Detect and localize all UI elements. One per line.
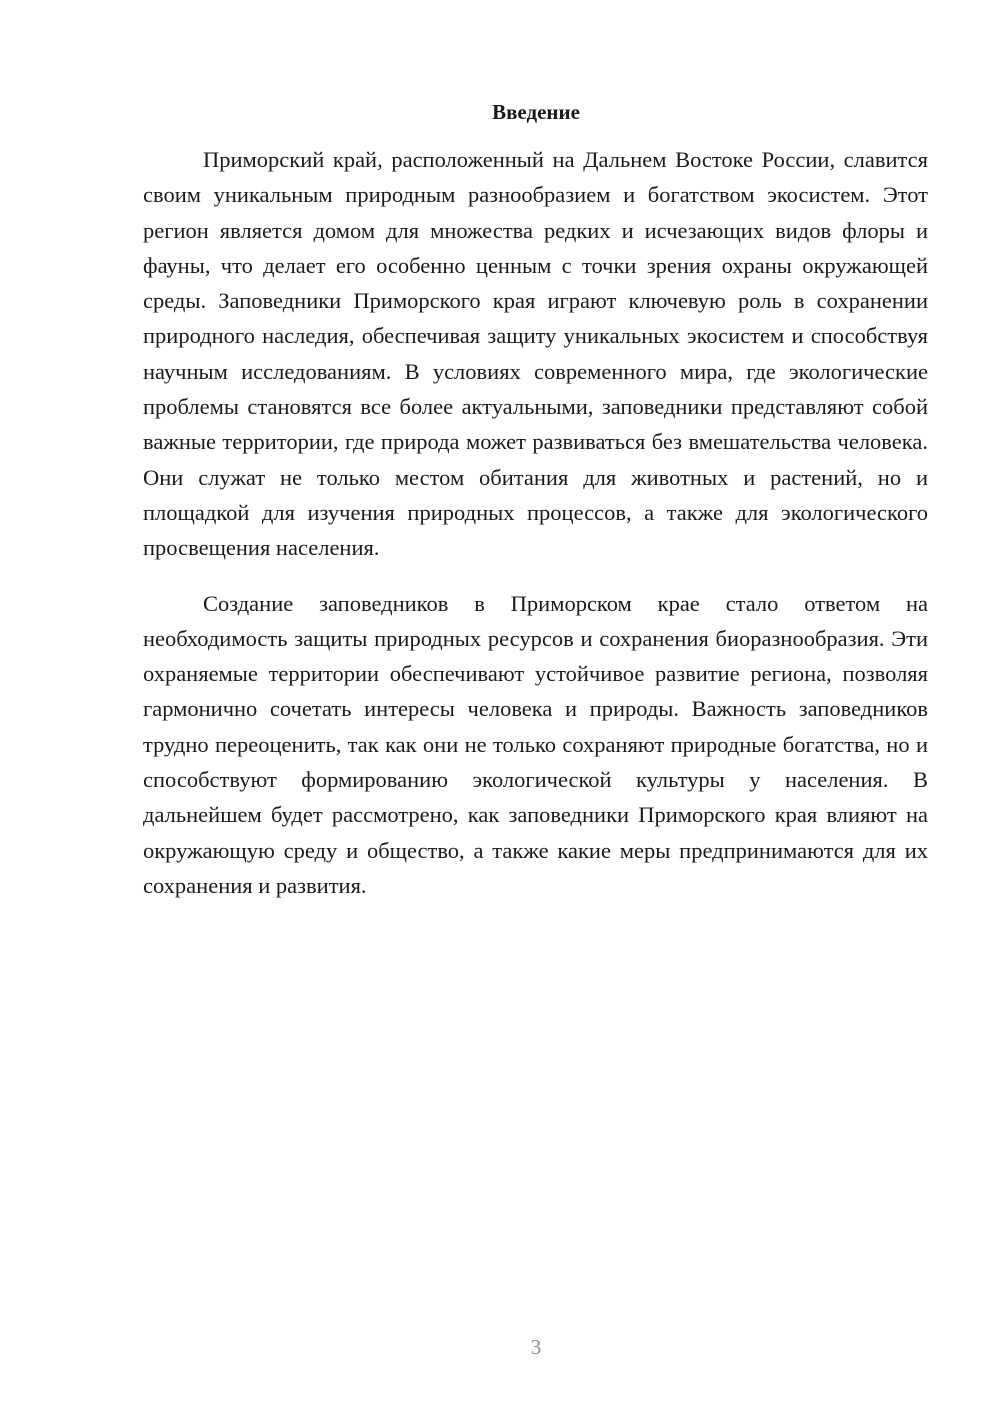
paragraph-1: Приморский край, расположенный на Дальнем Востоке России, славится своим уникальным природным разнообразием и богатством экосистем. Этот регион является домом для множества редких и исчезающих видов флоры и фауны, что делает его особенно ценным с точки зрения охраны окружающей среды. Заповедники Приморского края играют ключевую роль в сохранении природного наследия, обеспечивая защиту уникальных экосистем и способствуя научным исследованиям. В условиях современного мира, где экологические проблемы становятся все более актуальными, заповедники представляют собой важные территории, где природа может развиваться без вмешательства человека. Они служат не только местом обитания для животных и растений, но и площадкой для изучения природных процессов, а также для экологического просвещения населения.	[143, 147, 928, 561]
body-text	[143, 142, 928, 903]
section-title: Введение	[492, 100, 580, 124]
page-number: 3	[530, 1335, 542, 1359]
paragraph-2: Создание заповедников в Приморском крае стало ответом на необходимость защиты природных ресурсов и сохранения биоразнообразия. Эти охраняемые территории обеспечивают устойчивое развитие региона, позволяя гармонично сочетать интересы человека и природы. Важность заповедников трудно переоценить, так как они не только сохраняют природные богатства, но и способствуют формированию экологической культуры у населения. В дальнейшем будет рассмотрено, как заповедники Приморского края влияют на окружающую среду и общество, а также какие меры предпринимаются для их сохранения и развития.	[143, 590, 928, 898]
